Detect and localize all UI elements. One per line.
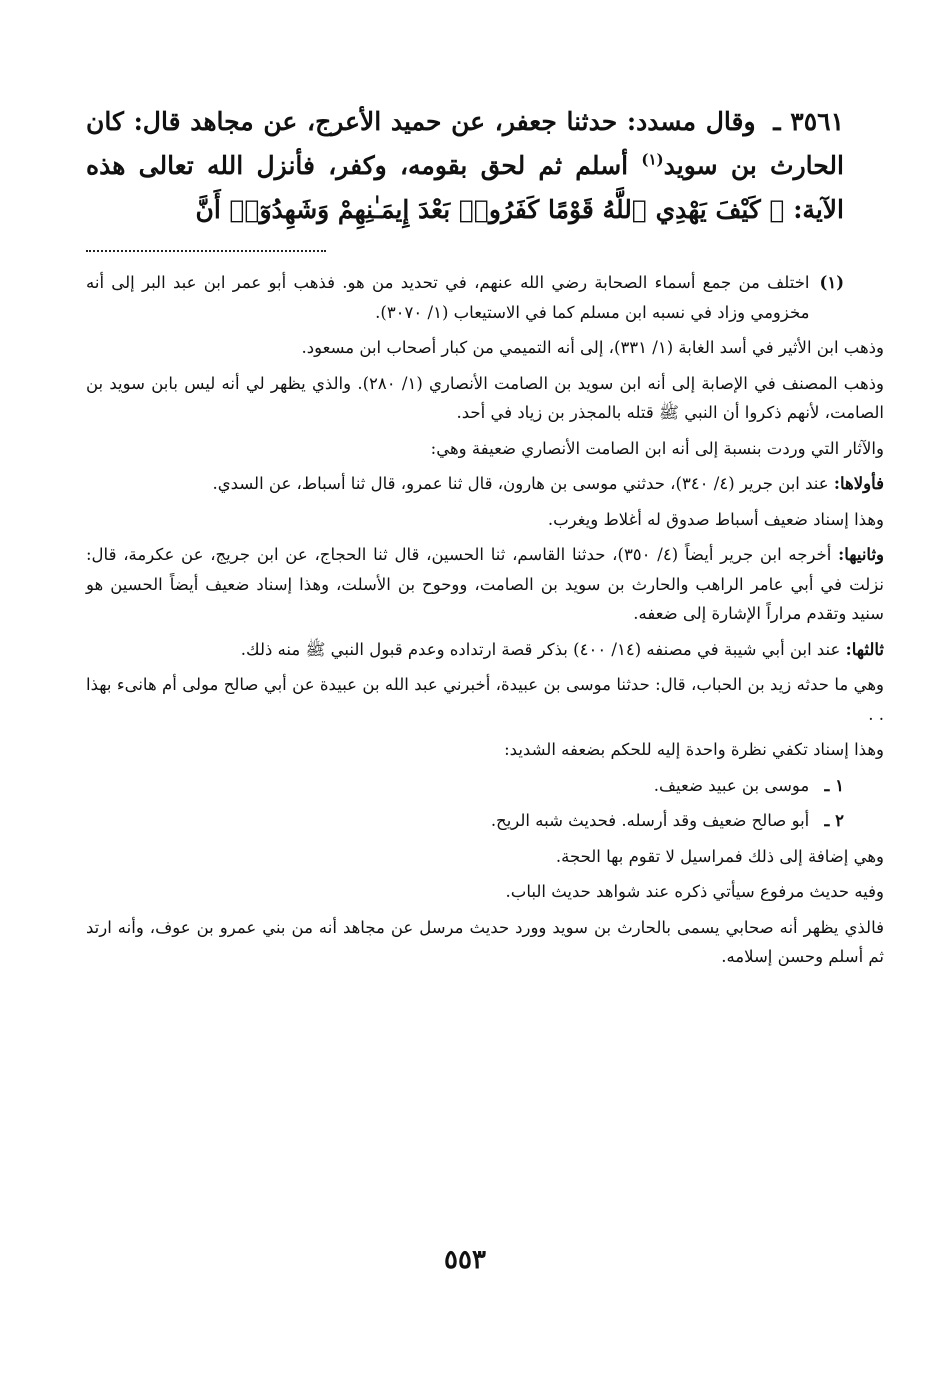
list-text: أبو صالح ضعيف وقد أرسله. فحديث شبه الريح.	[490, 811, 810, 830]
second-narration-lead: وثانيها:	[838, 545, 885, 564]
third-narration	[86, 635, 884, 665]
hadith-main-text	[86, 100, 844, 232]
footnote-1	[86, 268, 844, 333]
second-narration-text: أخرجه ابن جرير أيضاً (٤/ ٣٥٠)، حدثنا القاسم، ثنا الحسين، قال ثنا الحجاج، عن ابن جريج، عن عكرمة، قال: نزلت في أبي عامر الراهب والحارث بن سويد بن الصامت، ووحوح بن الأسلت، وهذا إسناد ضعيف أيضاً الحسين هو سنيد وتقدم مراراً الإشارة إلى ضعفه.	[86, 545, 884, 623]
footnotes-section	[86, 268, 885, 972]
first-narration	[86, 469, 884, 499]
hadith-text-part2: أسلم ثم لحق بقومه، وكفر، فأنزل الله تعالى هذه الآية:	[86, 151, 844, 224]
third-narration-grading: وهذا إسناد تكفي نظرة واحدة إليه للحكم بضعفه الشديد:	[504, 740, 884, 759]
closing-paragraph: وهي إضافة إلى ذلك فمراسيل لا تقوم بها الحجة.	[555, 846, 884, 866]
list-number: ٢ ـ	[824, 811, 844, 830]
footnote-separator	[86, 240, 326, 252]
list-text: موسى بن عبيد ضعيف.	[653, 775, 810, 795]
footnote-paragraph: اختلف من جمع أسماء الصحابة رضي الله عنهم، في تحديد من هو. فذهب أبو عمر ابن عبد البر إلى أنه مخزومي وزاد في نسبه ابن مسلم كما في الاستيعاب (١/ ٣٠٧٠).	[86, 273, 810, 322]
first-narration-text: عند ابن جرير (٤/ ٣٤٠)، حدثني موسى بن هارون، قال ثنا عمرو، قال ثنا أسباط، عن السدي.	[212, 474, 829, 493]
quran-verse: ﴿ كَيْفَ يَهْدِي ٱللَّهُ قَوْمًا كَفَرُوا۟ بَعْدَ إِيمَـٰنِهِمْ وَشَهِدُوٓا۟ أَنَّ	[195, 195, 785, 224]
first-narration-grading: وهذا إسناد ضعيف أسباط صدوق له أغلاط ويغرب.	[547, 509, 884, 529]
footnote-marker: (١)	[819, 273, 844, 292]
first-narration-lead: فأولاها:	[833, 474, 884, 493]
closing-paragraph: فالذي يظهر أنه صحابي يسمى بالحارث بن سويد وورد حديث مرسل عن مجاهد أنه من بني عمرو بن عوف، وأنه ارتد ثم أسلم وحسن إسلامه.	[86, 917, 884, 966]
second-narration	[86, 540, 884, 629]
list-number: ١ ـ	[824, 775, 844, 795]
closing-paragraph: وفيه حديث مرفوع سيأتي ذكره عند شواهد حديث الباب.	[505, 882, 884, 901]
footnote-body	[86, 268, 810, 333]
third-narration-text: عند ابن أبي شيبة في مصنفه (١٤/ ٤٠٠) بذكر قصة ارتداده وعدم قبول النبي ﷺ منه ذلك.	[240, 639, 841, 659]
footnote-paragraph: والآثار التي وردت بنسبة إلى أنه ابن الصامت الأنصاري ضعيفة وهي:	[430, 438, 884, 458]
footnote-paragraph: وذهب ابن الأثير في أسد الغابة (١/ ٣٣١)، إلى أنه التميمي من كبار أصحاب ابن مسعود.	[301, 338, 884, 357]
third-narration-chain: وهي ما حدثه زيد بن الحباب، قال: حدثنا موسى بن عبيدة، أخبرني عبد الله بن عبيدة عن أبي صالح مولى أم هانىء بهذا . .	[86, 675, 884, 724]
hadith-number: ٣٥٦١ ـ	[773, 107, 844, 136]
page-number: ٥٥٣	[444, 1245, 486, 1275]
footnote-paragraph: وذهب المصنف في الإصابة إلى أنه ابن سويد بن الصامت الأنصاري (١/ ٢٨٠). والذي يظهر لي أنه ليس بابن سويد بن الصامت، لأنهم ذكروا أن النبي ﷺ قتله بالمجذر بن زياد في أحد.	[86, 373, 884, 422]
weakness-list-item	[86, 771, 844, 801]
footnote-reference[interactable]: (١)	[641, 150, 664, 169]
weakness-list-item	[86, 806, 844, 836]
third-narration-lead: ثالثها:	[845, 639, 884, 659]
hadith-text-part1: وقال مسدد: حدثنا جعفر، عن حميد الأعرج، عن مجاهد قال: كان الحارث بن سويد	[86, 107, 844, 180]
book-page	[86, 100, 885, 1320]
